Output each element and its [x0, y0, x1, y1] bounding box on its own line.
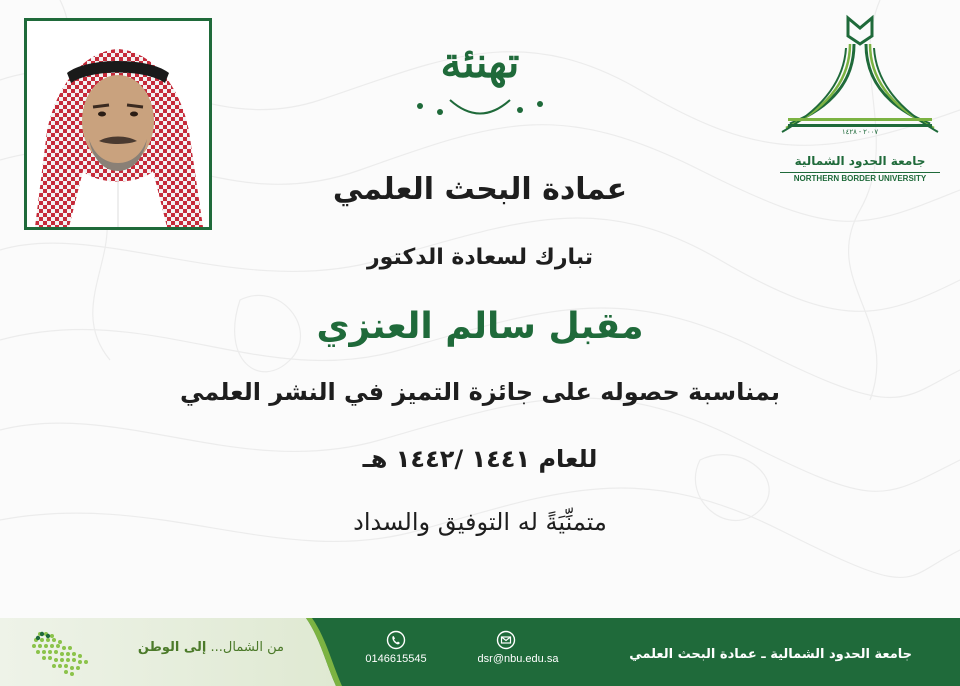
university-emblem: [780, 14, 940, 134]
university-name-en: NORTHERN BORDER UNIVERSITY: [780, 172, 940, 183]
recipient-name: مقبل سالم العنزي: [316, 306, 644, 347]
email-link[interactable]: dsr@nbu.edu.sa: [477, 653, 559, 665]
calligraphy-title: تهنئة: [440, 38, 520, 87]
region-map-icon: [26, 626, 98, 678]
footer-organization: جامعة الحدود الشمالية ـ عمادة البحث العلمي: [629, 647, 912, 662]
university-name-ar: جامعة الحدود الشمالية: [794, 154, 926, 168]
congrats-line: تبارك لسعادة الدكتور: [367, 245, 593, 270]
phone-icon: [386, 630, 406, 650]
slogan: [104, 640, 284, 655]
envelope-icon: [496, 630, 516, 650]
university-logo: [780, 14, 940, 183]
phone-number[interactable]: 0146615545: [365, 653, 427, 665]
university-years: ٢٠٠٧ - ١٤٢٨: [841, 129, 879, 136]
wish-line: متمنِّيَةً له التوفيق والسداد: [353, 508, 607, 536]
slogan-start: من الشمال...: [210, 640, 284, 655]
deanship-heading: عمادة البحث العلمي: [332, 172, 628, 207]
occasion-line: بمناسبة حصوله على جائزة التميز في النشر العلمي: [180, 378, 780, 406]
slogan-end: إلى الوطن: [137, 640, 207, 655]
year-line: للعام ١٤٤١ /١٤٤٢ هـ: [362, 445, 598, 473]
calligraphy-flourish: [400, 92, 560, 122]
